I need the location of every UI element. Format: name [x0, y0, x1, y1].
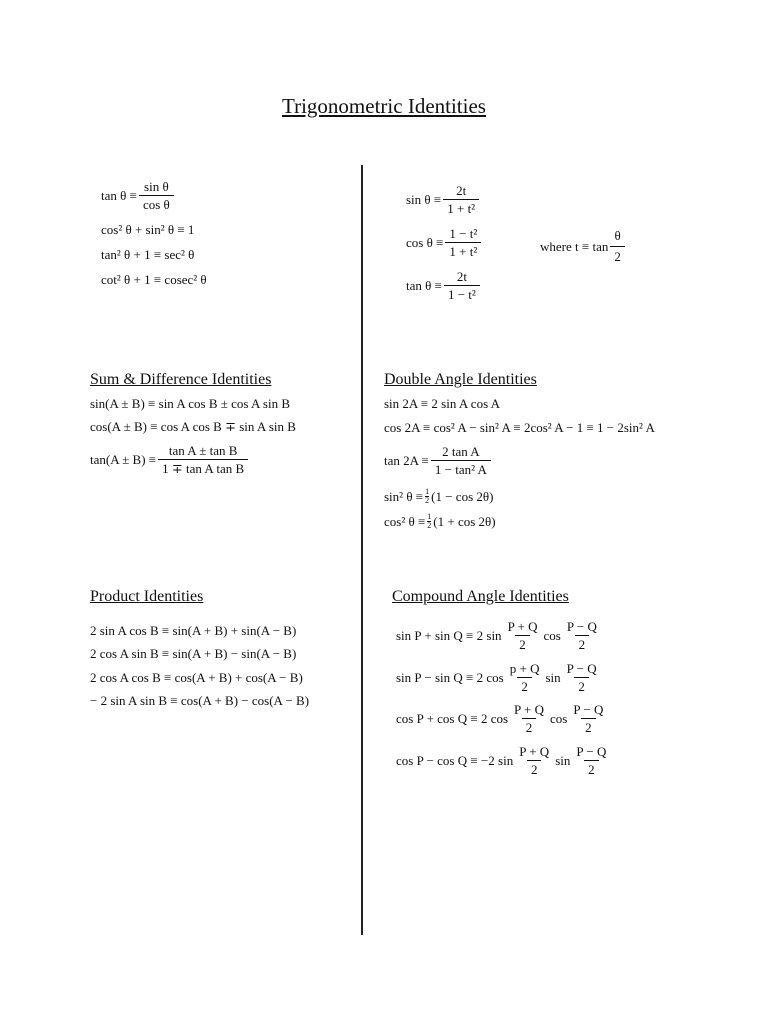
fraction-denominator: 1 + t²	[443, 199, 479, 215]
product-identity-4: − 2 sin A sin B ≡ cos(A + B) − cos(A − B)	[90, 693, 310, 708]
fraction-numerator: P − Q	[576, 744, 607, 759]
pythagorean-identity-1: cos² θ + sin² θ ≡ 1	[101, 222, 195, 237]
fraction-denominator: 1 − t²	[444, 285, 480, 301]
fraction-denominator: 2	[427, 521, 432, 530]
cos-t-lhs: cos θ ≡	[406, 235, 444, 250]
compound-3-lhs: cos P + cos Q ≡ 2 cos	[396, 711, 509, 726]
compound-heading: Compound Angle Identities	[392, 588, 569, 605]
cos-squared-identity	[384, 513, 496, 530]
product-heading: Product Identities	[90, 588, 204, 605]
fraction-denominator: 2	[575, 635, 590, 651]
fraction-denominator: 2	[515, 635, 530, 651]
tan-definition-fraction	[139, 180, 174, 211]
compound-3-fraction-2	[569, 703, 607, 734]
tan-definition-lhs: tan θ ≡	[101, 188, 137, 203]
sum-difference-heading: Sum & Difference Identities	[90, 371, 272, 388]
tan-t-lhs: tan θ ≡	[406, 278, 442, 293]
fraction-numerator: P − Q	[566, 661, 597, 676]
compound-identity-2	[396, 662, 603, 693]
fraction-numerator: p + Q	[509, 661, 540, 676]
tan-t-substitution	[406, 270, 482, 301]
page-title: Trigonometric Identities	[282, 94, 486, 118]
fraction-numerator: P + Q	[507, 619, 538, 634]
compound-1-fraction-1	[504, 620, 542, 651]
fraction-numerator: tan A ± tan B	[168, 443, 238, 458]
double-angle-tan-lhs: tan 2A ≡	[384, 453, 429, 468]
fraction-numerator: θ	[614, 228, 621, 243]
fraction-denominator: 1 + t²	[445, 242, 481, 258]
product-identity-2: 2 cos A sin B ≡ sin(A + B) − sin(A − B)	[90, 646, 297, 661]
sin-squared-lhs: sin² θ ≡	[384, 489, 424, 504]
tan-definition	[101, 180, 176, 211]
fraction-numerator: 1	[427, 512, 432, 521]
fraction-numerator: P − Q	[573, 702, 604, 717]
fraction-numerator: P − Q	[566, 619, 597, 634]
product-identity-1: 2 sin A cos B ≡ sin(A + B) + sin(A − B)	[90, 623, 297, 638]
sin-t-substitution	[406, 184, 481, 215]
fraction-denominator: 1 − tan² A	[431, 460, 491, 476]
fraction-numerator: P + Q	[519, 744, 550, 759]
cos-t-substitution	[406, 227, 483, 258]
fraction-numerator: sin θ	[144, 179, 169, 194]
fraction-numerator: 2t	[456, 269, 467, 284]
sum-difference-cos: cos(A ± B) ≡ cos A cos B ∓ sin A sin B	[90, 419, 296, 434]
compound-identity-3	[396, 703, 609, 734]
cos-t-fraction	[445, 227, 481, 258]
fraction-denominator: 2	[425, 496, 430, 505]
sum-difference-tan	[90, 444, 250, 475]
compound-3-mid: cos	[550, 711, 568, 726]
fraction-denominator: 1 ∓ tan A tan B	[158, 459, 248, 475]
half-fraction	[427, 513, 431, 530]
double-angle-heading: Double Angle Identities	[384, 371, 537, 388]
compound-identity-4	[396, 745, 612, 776]
compound-1-mid: cos	[543, 628, 561, 643]
fraction-denominator: 2	[574, 677, 589, 693]
pythagorean-identity-3: cot² θ + 1 ≡ cosec² θ	[101, 272, 207, 287]
fraction-denominator: 2	[517, 677, 532, 693]
double-angle-tan	[384, 445, 493, 476]
half-fraction	[425, 488, 429, 505]
fraction-numerator: 1	[425, 487, 430, 496]
compound-4-fraction-2	[572, 745, 610, 776]
fraction-numerator: 2t	[456, 183, 467, 198]
fraction-numerator: P + Q	[514, 702, 545, 717]
product-identity-3: 2 cos A cos B ≡ cos(A + B) + cos(A − B)	[90, 670, 303, 685]
fraction-denominator: 2	[527, 760, 542, 776]
pythagorean-identity-2: tan² θ + 1 ≡ sec² θ	[101, 247, 195, 262]
fraction-numerator: 2 tan A	[442, 444, 480, 459]
sin-t-lhs: sin θ ≡	[406, 192, 442, 207]
where-fraction	[610, 228, 625, 265]
double-angle-sin: sin 2A ≡ 2 sin A cos A	[384, 396, 501, 411]
compound-identity-1	[396, 620, 603, 651]
cos-squared-lhs: cos² θ ≡	[384, 514, 426, 529]
fraction-denominator: 2	[522, 718, 537, 734]
column-divider	[361, 165, 363, 935]
compound-1-lhs: sin P + sin Q ≡ 2 sin	[396, 628, 502, 643]
cos-squared-rhs: (1 + cos 2θ)	[433, 514, 496, 529]
fraction-denominator: cos θ	[139, 195, 174, 211]
double-angle-cos: cos 2A ≡ cos² A − sin² A ≡ 2cos² A − 1 ≡ 1 − 2sin² A	[384, 420, 655, 435]
fraction-denominator: 2	[584, 760, 599, 776]
fraction-numerator: 1 − t²	[449, 226, 478, 241]
compound-4-mid: sin	[555, 753, 571, 768]
where-text: where t ≡ tan	[540, 238, 609, 254]
sin-squared-identity	[384, 488, 493, 505]
double-angle-tan-fraction	[431, 445, 491, 476]
compound-1-fraction-2	[563, 620, 601, 651]
sum-difference-tan-lhs: tan(A ± B) ≡	[90, 452, 157, 467]
compound-2-fraction-2	[563, 662, 601, 693]
compound-2-lhs: sin P − sin Q ≡ 2 cos	[396, 670, 504, 685]
compound-4-lhs: cos P − cos Q ≡ −2 sin	[396, 753, 514, 768]
sin-squared-rhs: (1 − cos 2θ)	[431, 489, 494, 504]
compound-2-mid: sin	[545, 670, 561, 685]
tan-t-fraction	[444, 270, 480, 301]
where-t-definition	[540, 228, 627, 265]
sum-difference-sin: sin(A ± B) ≡ sin A cos B ± cos A sin B	[90, 396, 291, 411]
sin-t-fraction	[443, 184, 479, 215]
compound-4-fraction-1	[515, 745, 553, 776]
fraction-denominator: 2	[581, 718, 596, 734]
fraction-denominator: 2	[610, 246, 625, 265]
sum-difference-tan-fraction	[158, 444, 248, 475]
compound-3-fraction-1	[510, 703, 548, 734]
compound-2-fraction-1	[506, 662, 544, 693]
